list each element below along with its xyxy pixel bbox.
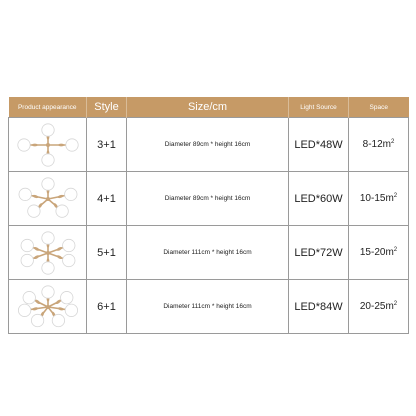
header-space: Space [349, 97, 409, 118]
table-header-row [9, 97, 409, 118]
lamp-shade [17, 138, 29, 150]
size-cell: Diameter 111cm * height 16cm [127, 226, 289, 280]
lamp-cell [9, 280, 87, 334]
space-unit-exponent: 2 [391, 139, 395, 145]
space-unit-exponent: 2 [393, 301, 398, 307]
style-cell: 3+1 [87, 118, 127, 172]
chandelier-5-heads-icon [16, 177, 80, 221]
chandelier-4-heads-icon [16, 123, 80, 167]
light-source-cell: LED*72W [289, 226, 349, 280]
table-row [9, 226, 409, 280]
lamp-shade [64, 188, 76, 200]
header-style: Style [87, 97, 127, 118]
light-source-cell: LED*84W [289, 280, 349, 334]
header-size: Size/cm [127, 97, 289, 118]
lamp-shade [23, 291, 35, 303]
chandelier-7-heads-icon [16, 285, 80, 329]
lamp-leaf [57, 306, 63, 310]
header-appearance: Product appearance [9, 97, 87, 118]
light-source-cell: LED*60W [289, 172, 349, 226]
lamp-leaf [32, 194, 39, 199]
size-cell: Diameter 111cm * height 16cm [127, 280, 289, 334]
lamp-shade [41, 123, 53, 135]
space-value: 15-20m [359, 247, 394, 258]
lamp-shade [27, 204, 39, 216]
lamp-shade [62, 239, 74, 251]
style-cell: 6+1 [87, 280, 127, 334]
lamp-shade [65, 138, 77, 150]
light-source-cell: LED*48W [289, 118, 349, 172]
space-cell [349, 280, 409, 334]
lamp-shade [21, 239, 33, 251]
chandelier-6-heads-icon [16, 231, 80, 275]
lamp-leaf [31, 306, 37, 310]
lamp-shade [41, 231, 53, 243]
table-row [9, 172, 409, 226]
lamp-shade [60, 291, 72, 303]
space-value: 10-15m [359, 193, 394, 204]
table-row [9, 280, 409, 334]
spec-table [8, 97, 409, 334]
lamp-shade [21, 254, 33, 266]
style-cell: 5+1 [87, 226, 127, 280]
style-cell: 4+1 [87, 172, 127, 226]
lamp-shade [62, 254, 74, 266]
space-unit-exponent: 2 [393, 193, 398, 199]
lamp-shade [31, 314, 43, 326]
space-cell [349, 172, 409, 226]
lamp-shade [52, 314, 64, 326]
space-unit-exponent: 2 [393, 247, 398, 253]
lamp-cell [9, 226, 87, 280]
space-value: 20-25m [359, 301, 394, 312]
lamp-cell [9, 118, 87, 172]
lamp-cell [9, 172, 87, 226]
header-light-source: Light Source [289, 97, 349, 118]
lamp-shade [18, 304, 30, 316]
space-cell [349, 226, 409, 280]
size-cell: Diameter 89cm * height 16cm [127, 172, 289, 226]
lamp-leaf [31, 143, 37, 146]
space-cell [349, 118, 409, 172]
lamp-leaf [58, 143, 64, 146]
lamp-leaf [57, 194, 64, 199]
lamp-shade [18, 188, 30, 200]
lamp-shade [41, 285, 53, 297]
lamp-shade [41, 153, 53, 165]
lamp-shade [41, 177, 53, 189]
space-value: 8-12m [362, 139, 391, 150]
table-row [9, 118, 409, 172]
lamp-shade [41, 261, 53, 273]
lamp-shade [65, 304, 77, 316]
lamp-shade [55, 204, 67, 216]
size-cell: Diameter 89cm * height 16cm [127, 118, 289, 172]
